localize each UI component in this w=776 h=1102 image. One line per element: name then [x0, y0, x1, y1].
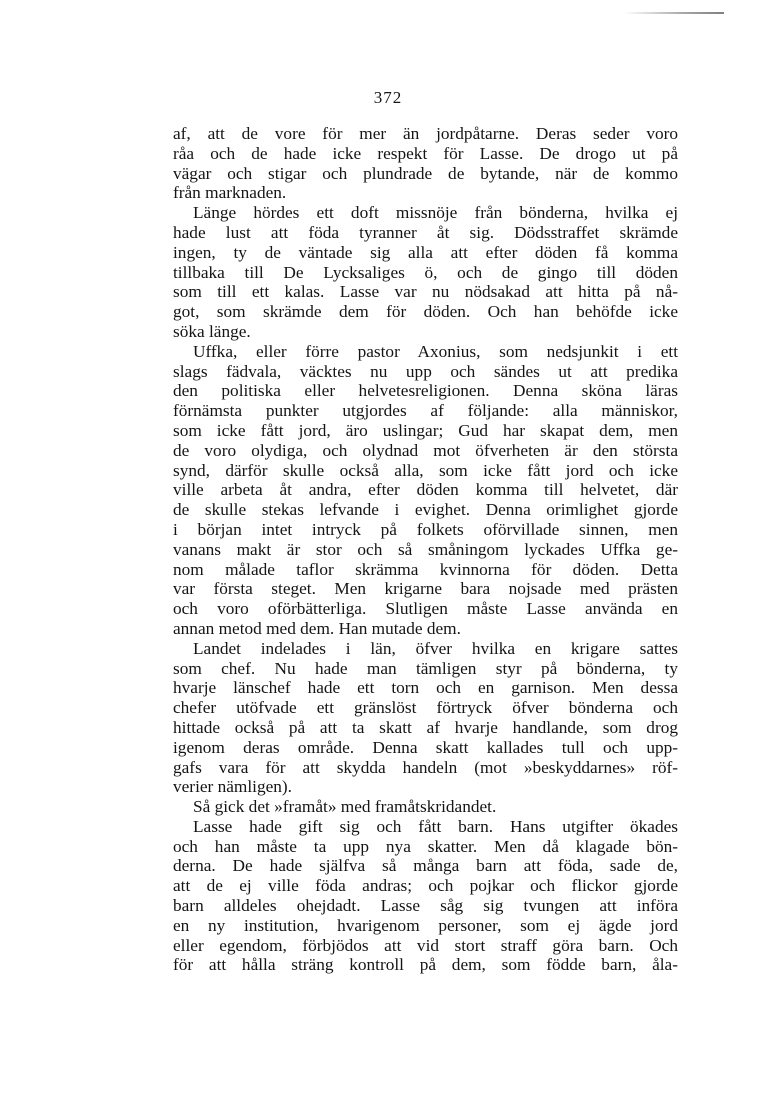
text-line: Uffka, eller förre pastor Axonius, som nedsjunkit i ett — [193, 341, 678, 361]
text-line: råa och de hade icke respekt för Lasse. De drogo ut på — [173, 143, 678, 163]
text-line: förnämsta punkter utgjordes af följande: alla människor, — [173, 401, 678, 421]
text-line: som till ett kalas. Lasse var nu nödsakad att hitta på nå- — [173, 282, 678, 302]
text-line: annan metod med dem. Han mutade dem. — [173, 618, 461, 638]
text-line: och voro oförbätterliga. Slutligen måste Lasse använda en — [173, 599, 678, 619]
text-line: de skulle stekas lefvande i evighet. Denna orimlighet gjorde — [173, 500, 678, 520]
text-line: af, att de vore för mer än jordpåtarne. Deras seder voro — [173, 124, 678, 143]
page-number: 372 — [373, 88, 403, 107]
text-line: var första steget. Men krigarne bara nojsade med prästen — [173, 579, 678, 599]
text-line: derna. De hade själfva så många barn att föda, sade de, — [173, 856, 678, 876]
text-line: Länge hördes ett doft missnöje från bönderna, hvilka ej — [193, 203, 678, 223]
text-line: hvarje länschef hade ett torn och en garnison. Men dessa — [173, 678, 678, 698]
text-line: vägar och stigar och plundrade de bytande, när de kommo — [173, 163, 678, 183]
scan-edge-mark — [624, 12, 724, 14]
text-line: som chef. Nu hade man tämligen styr på bönderna, ty — [173, 658, 678, 678]
text-line: igenom deras område. Denna skatt kallades tull och upp- — [173, 737, 678, 757]
text-line: för att hålla sträng kontroll på dem, som födde barn, åla- — [173, 955, 678, 975]
text-line: verier nämligen). — [173, 777, 292, 797]
text-line: gafs vara för att skydda handeln (mot »beskyddarnes» röf- — [173, 757, 678, 777]
text-line: från marknaden. — [173, 183, 287, 203]
text-line: ville arbeta åt andra, efter döden komma till helvetet, där — [173, 480, 678, 500]
text-line: hade lust att föda tyranner åt sig. Dödsstraffet skrämde — [173, 222, 678, 242]
text-line: ingen, ty de väntade sig alla att efter döden få komma — [173, 242, 678, 262]
text-line: en ny institution, hvarigenom personer, som ej ägde jord — [173, 915, 678, 935]
text-line: hittade också på att ta skatt af hvarje handlande, som drog — [173, 717, 678, 737]
text-line: vanans makt är stor och så småningom lyckades Uffka ge- — [173, 539, 678, 559]
text-line: synd, därför skulle också alla, som icke fått jord och icke — [173, 460, 678, 480]
text-line: den politiska eller helvetesreligionen. Denna sköna läras — [173, 381, 678, 401]
text-line: barn alldeles ohejdadt. Lasse såg sig tvungen att införa — [173, 896, 678, 916]
text-line: eller egendom, förbjödos att vid stort straff göra barn. Och — [173, 935, 678, 955]
text-line: i början intet intryck på folkets oförvillade sinnen, men — [173, 519, 678, 539]
text-line: got, som skrämde dem för döden. Och han behöfde icke — [173, 302, 678, 322]
text-line: Lasse hade gift sig och fått barn. Hans utgifter ökades — [193, 816, 678, 836]
text-line: chefer utöfvade ett gränslöst förtryck öfver bönderna och — [173, 698, 678, 718]
text-line: Landet indelades i län, öfver hvilka en krigare sattes — [193, 638, 678, 658]
text-line: slags fädvala, väcktes nu upp och sändes ut att predika — [173, 361, 678, 381]
text-line: söka länge. — [173, 321, 251, 341]
text-line: de voro olydiga, och olydnad mot öfverheten är den största — [173, 440, 678, 460]
text-line: som icke fått jord, äro uslingar; Gud har skapat dem, men — [173, 420, 678, 440]
text-line: tillbaka till De Lycksaliges ö, och de gingo till döden — [173, 262, 678, 282]
text-line: att de ej ville föda andras; och pojkar och flickor gjorde — [173, 876, 678, 896]
text-line: Så gick det »framåt» med framåtskridandet. — [193, 797, 497, 817]
text-line: nom målade taflor skrämma kvinnorna för döden. Detta — [173, 559, 678, 579]
text-line: och han måste ta upp nya skatter. Men då klagade bön- — [173, 836, 678, 856]
body-text — [173, 124, 678, 975]
